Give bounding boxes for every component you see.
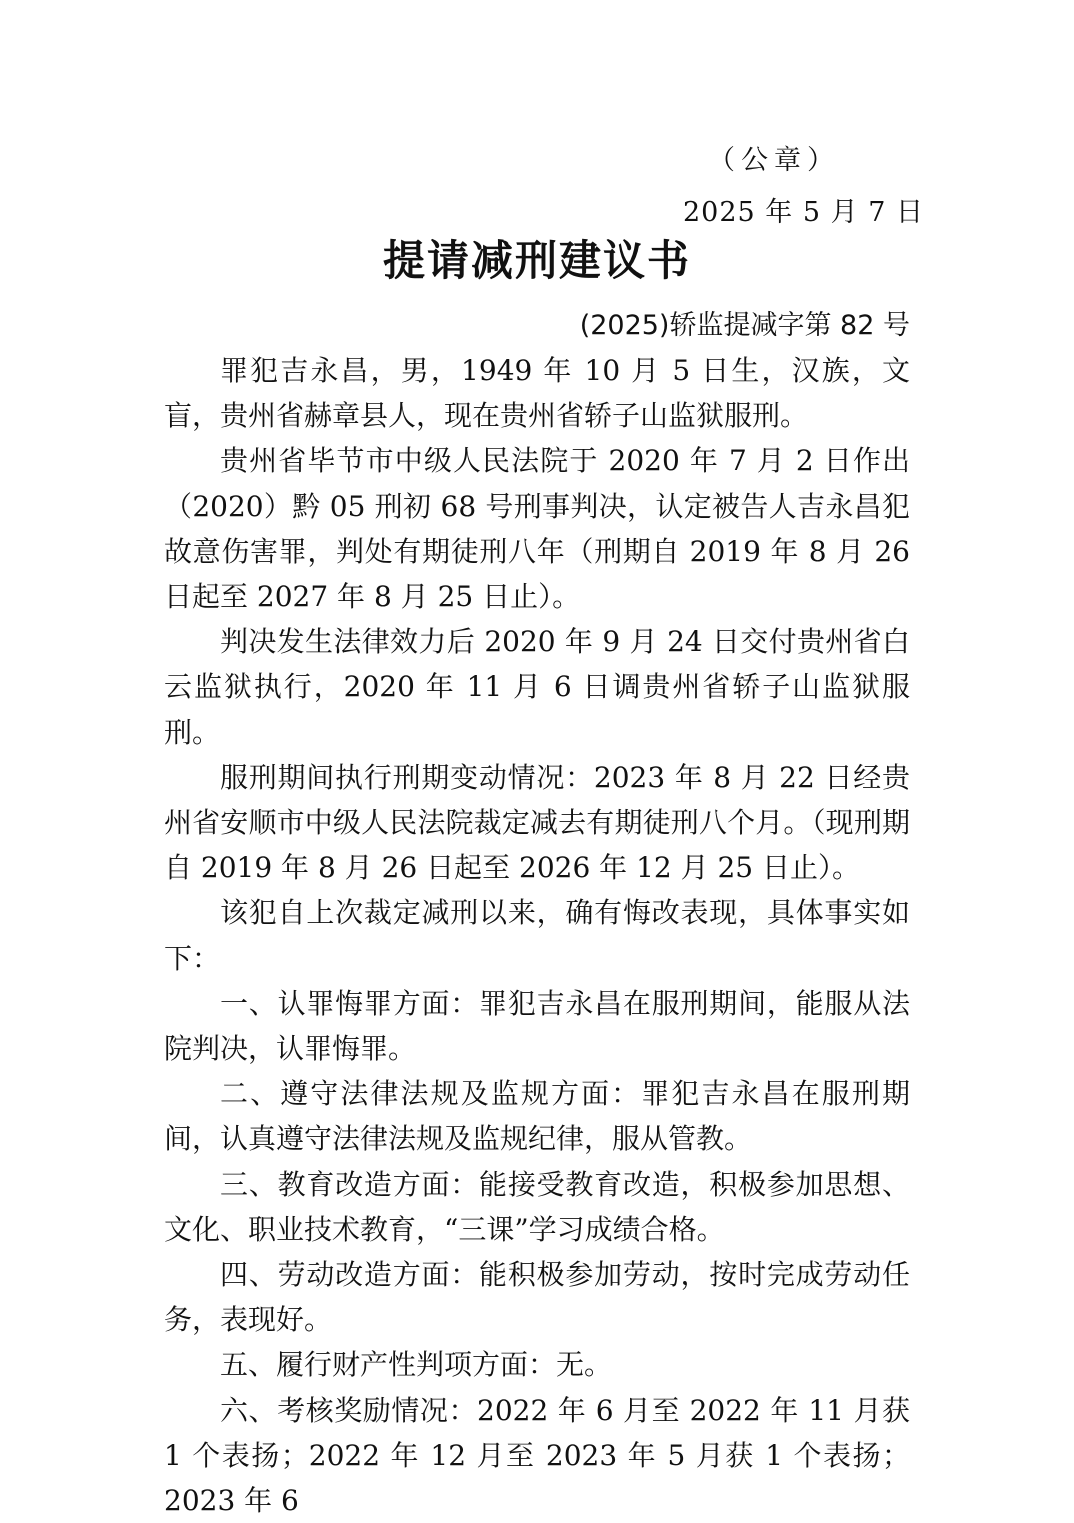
paragraph-sentence-changes: 服刑期间执行刑期变动情况：2023 年 8 月 22 日经贵州省安顺市中级人民法院裁定减去有期徒刑八个月。（现刑期自 2019 年 8 月 26 日起至 2026 年 12 月 25 日止）。: [164, 760, 910, 885]
document-body: [164, 348, 910, 1523]
paragraph-execution: 判决发生法律效力后 2020 年 9 月 24 日交付贵州省白云监狱执行，2020 年 11 月 6 日调贵州省轿子山监狱服刑。: [164, 625, 910, 749]
paragraph-item-1: 一、认罪悔罪方面：罪犯吉永昌在服刑期间，能服从法院判决，认罪悔罪。: [164, 986, 910, 1066]
document-title: 提请减刑建议书: [382, 236, 691, 285]
paragraph-item-6: 六、考核奖励情况：2022 年 6 月至 2022 年 11 月获 1 个表扬；2022 年 12 月至 2023 年 5 月获 1 个表扬；2023 年 6: [164, 1393, 910, 1518]
paragraph-repentance-intro: 该犯自上次裁定减刑以来，确有悔改表现，具体事实如下：: [164, 896, 910, 975]
paragraph-item-5: 五、履行财产性判项方面：无。: [220, 1348, 613, 1382]
document-number: (2025)轿监提减字第 82 号: [579, 310, 910, 341]
paragraph-item-2: 二、遵守法律法规及监规方面：罪犯吉永昌在服刑期间，认真遵守法律法规及监规纪律，服从管教。: [164, 1077, 910, 1156]
paragraph-item-4: 四、劳动改造方面：能积极参加劳动，按时完成劳动任务，表现好。: [164, 1258, 910, 1337]
document-date: 2025 年 5 月 7 日: [683, 197, 924, 228]
paragraph-original-judgment: 贵州省毕节市中级人民法院于 2020 年 7 月 2 日作出（2020）黔 05 刑初 68 号刑事判决，认定被告人吉永昌犯故意伤害罪，判处有期徒刑八年（刑期自 2019 年 8 月 26 日起至 2027 年 8 月 25 日止）。: [164, 444, 910, 614]
paragraph-item-3: 三、教育改造方面：能接受教育改造，积极参加思想、文化、职业技术教育，“三课”学习成绩合格。: [164, 1167, 910, 1246]
paragraph-prisoner-info: 罪犯吉永昌，男，1949 年 10 月 5 日生，汉族，文盲，贵州省赫章县人，现在贵州省轿子山监狱服刑。: [164, 354, 910, 433]
official-seal-text: （公章）: [708, 145, 840, 176]
